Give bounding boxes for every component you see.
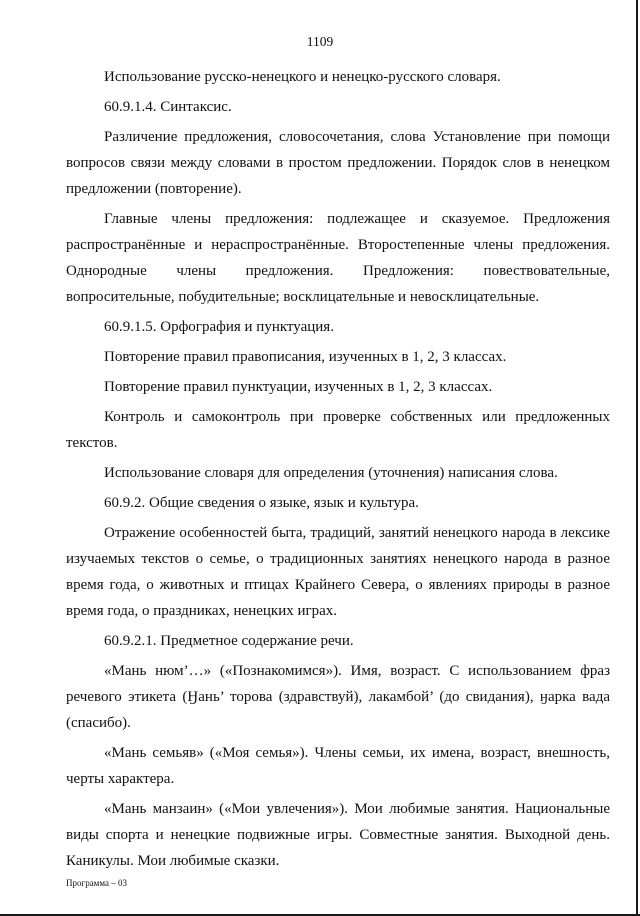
section-heading: 60.9.2.1. Предметное содержание речи.: [104, 633, 354, 649]
paragraph: Главные члены предложения: подлежащее и сказуемое. Предложения распространённые и нераспространённые. Второстепенные члены предложения. Однородные члены предложения. Предложения: повествовательные, вопросительные, побудительные; восклицательные и невосклицательные.: [66, 211, 610, 305]
page-number: 1109: [306, 34, 334, 49]
paragraph: «Мань семьяв» («Моя семья»). Члены семьи, их имена, возраст, внешность, черты характера.: [66, 745, 610, 787]
paragraph: Отражение особенностей быта, традиций, занятий ненецкого народа в лексике изучаемых текстов о семье, о традиционных занятиях ненецкого народа в разное время года, о животных и птицах Крайнего Севера, о явлениях природы в разное время года, о праздниках, ненецких играх.: [66, 525, 610, 619]
paragraph: Различение предложения, словосочетания, слова Установление при помощи вопросов связи между словами в простом предложении. Порядок слов в ненецком предложении (повторение).: [66, 129, 610, 197]
document-body: [66, 64, 610, 878]
paragraph: «Мань нюм’…» («Познакомимся»). Имя, возраст. С использованием фраз речевого этикета (Ӈань’ торова (здравствуй), лакамбой’ (до свидания), ӈарка вада (спасибо).: [66, 663, 610, 731]
paragraph: Повторение правил пунктуации, изученных в 1, 2, 3 классах.: [104, 379, 493, 395]
paragraph: Использование словаря для определения (уточнения) написания слова.: [104, 465, 558, 481]
paragraph: Повторение правил правописания, изученных в 1, 2, 3 классах.: [104, 349, 507, 365]
paragraph: Контроль и самоконтроль при проверке собственных или предложенных текстов.: [66, 409, 610, 451]
section-heading: 60.9.1.5. Орфография и пунктуация.: [104, 319, 334, 335]
scan-border-right: [636, 0, 638, 916]
paragraph: Использование русско-ненецкого и ненецко-русского словаря.: [104, 69, 501, 85]
section-heading: 60.9.2. Общие сведения о языке, язык и культура.: [104, 495, 419, 511]
paragraph: «Мань манзаин» («Мои увлечения»). Мои любимые занятия. Национальные виды спорта и ненецкие подвижные игры. Совместные занятия. Выходной день. Каникулы. Мои любимые сказки.: [66, 801, 610, 869]
section-heading: 60.9.1.4. Синтаксис.: [104, 99, 232, 115]
footer-label: Программа – 03: [66, 878, 128, 888]
